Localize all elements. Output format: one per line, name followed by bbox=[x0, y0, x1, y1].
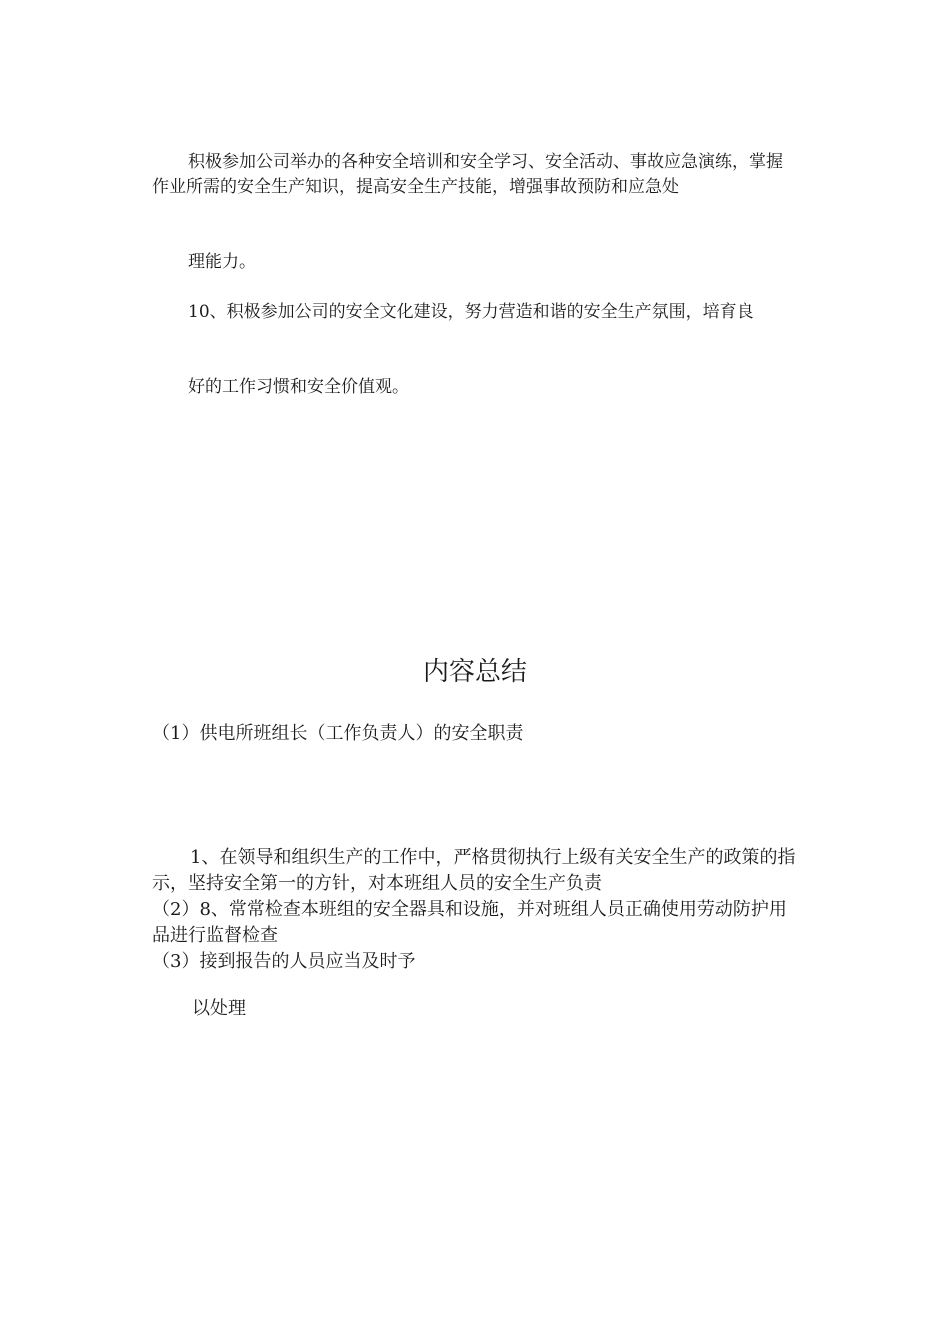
paragraph-safety-training: 积极参加公司举办的各种安全培训和安全学习、安全活动、事故应急演练，掌握作业所需的安全生产知识，提高安全生产技能，增强事故预防和应急处 bbox=[152, 152, 783, 197]
paragraph-safety-culture-continued: 好的工作习惯和安全价值观。 bbox=[188, 377, 409, 397]
summary-heading: 内容总结 bbox=[422, 657, 527, 687]
summary-item-3: （3）接到报告的人员应当及时予 bbox=[152, 951, 416, 972]
paragraph-safety-culture: 10、积极参加公司的安全文化建设，努力营造和谐的安全生产氛围，培育良 bbox=[188, 302, 754, 322]
summary-subheading: （1）供电所班组长（工作负责人）的安全职责 bbox=[152, 723, 524, 744]
paragraph-safety-training-continued: 理能力。 bbox=[188, 252, 256, 272]
summary-item-2: （2）8、常常检查本班组的安全器具和设施，并对班组人员正确使用劳动防护用品进行监督检查 bbox=[152, 899, 787, 946]
summary-item-1: 1、在领导和组织生产的工作中，严格贯彻执行上级有关安全生产的政策的指示，坚持安全第一的方针，对本班组人员的安全生产负责 bbox=[152, 847, 796, 894]
summary-item-3-continued: 以处理 bbox=[192, 998, 246, 1019]
